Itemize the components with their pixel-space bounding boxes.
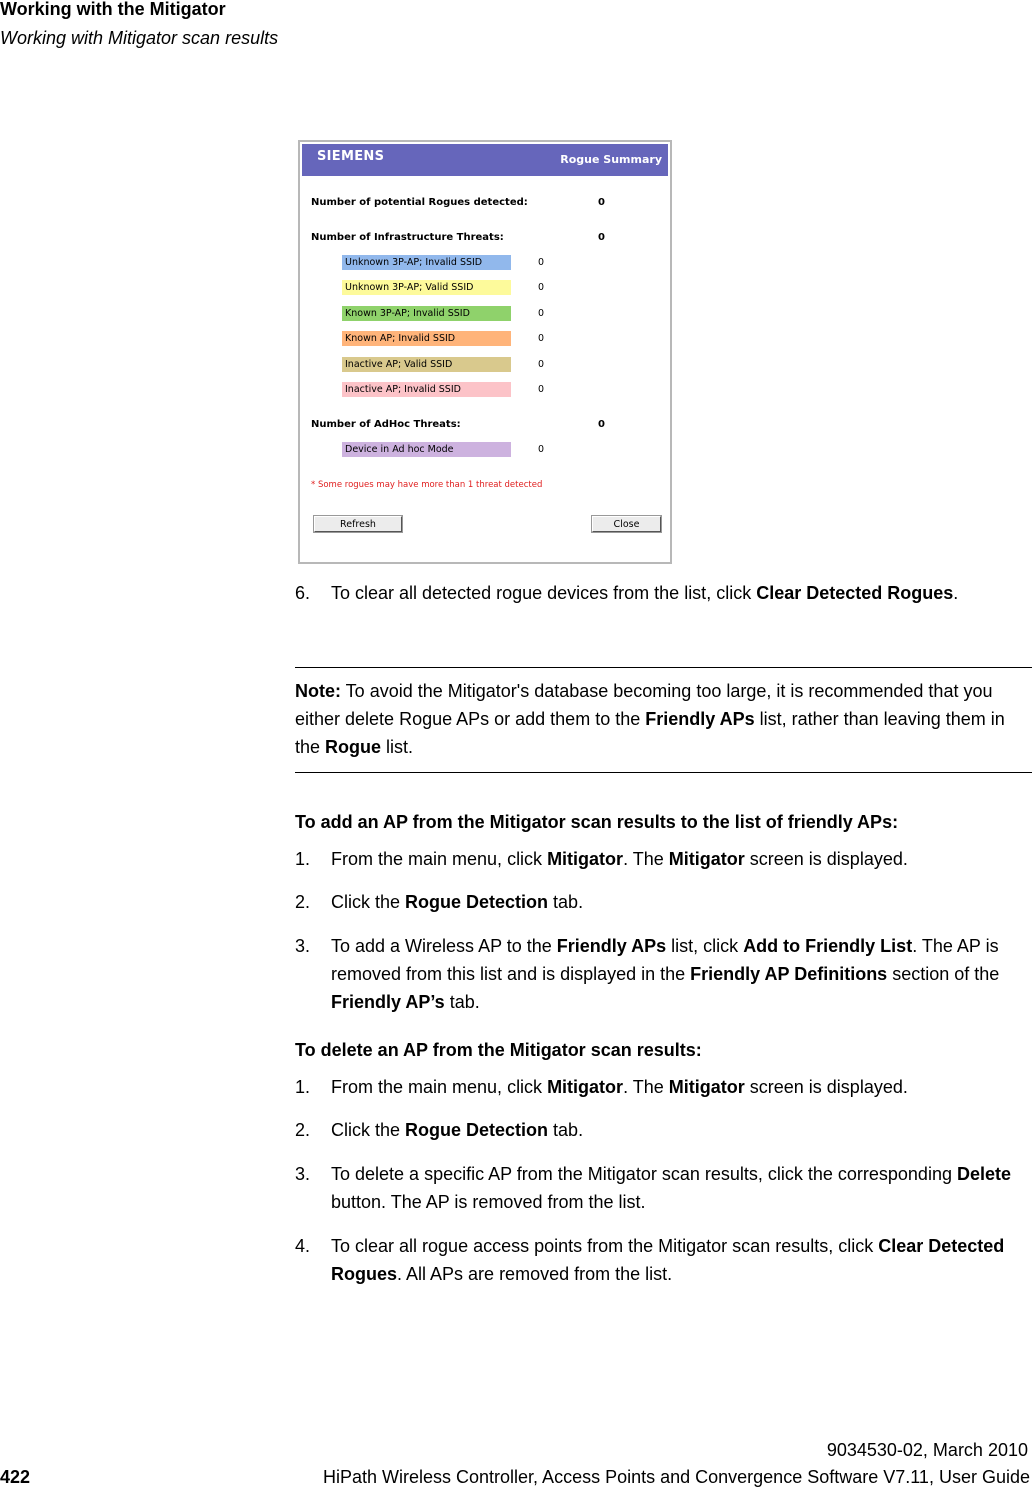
threat-category-inactive-ap-valid-ssid: Inactive AP; Valid SSID bbox=[342, 357, 511, 372]
threat-count: 0 bbox=[538, 333, 545, 344]
threat-count: 0 bbox=[538, 282, 545, 293]
threat-count: 0 bbox=[538, 444, 545, 455]
step-text: To delete a specific AP from the Mitigator scan results, click the corresponding Delete button. The AP is removed from the list. bbox=[331, 1164, 1011, 1212]
document-code: 9034530-02, March 2010 bbox=[826, 1440, 1028, 1460]
step-text: From the main menu, click Mitigator. The Mitigator screen is displayed. bbox=[331, 1077, 908, 1097]
add-step-2 bbox=[295, 888, 1025, 916]
infrastructure-threats-label: Number of Infrastructure Threats: bbox=[311, 232, 504, 243]
step-number: 1. bbox=[295, 1077, 311, 1097]
delete-step-3 bbox=[295, 1160, 1025, 1216]
infrastructure-threats-value: 0 bbox=[598, 232, 605, 243]
page-number: 422 bbox=[0, 1467, 31, 1487]
step-text: To clear all rogue access points from the Mitigator scan results, click Clear Detected Rogues. All APs are removed from the list. bbox=[331, 1236, 1005, 1284]
threat-category-device-in-adhoc-mode: Device in Ad hoc Mode bbox=[342, 442, 511, 457]
step-number: 3. bbox=[295, 1164, 311, 1184]
note-top-rule bbox=[295, 667, 1032, 668]
step-text: From the main menu, click Mitigator. The Mitigator screen is displayed. bbox=[331, 849, 908, 869]
threat-category-known-ap-invalid-ssid: Known AP; Invalid SSID bbox=[342, 331, 511, 346]
chapter-title: Working with the Mitigator bbox=[0, 0, 226, 19]
step-text: To clear all detected rogue devices from the list, click Clear Detected Rogues. bbox=[331, 583, 959, 603]
step-number: 6. bbox=[295, 583, 311, 603]
threat-category-unknown-3p-ap-invalid-ssid: Unknown 3P-AP; Invalid SSID bbox=[342, 255, 511, 270]
delete-step-1 bbox=[295, 1073, 1025, 1101]
step-text: Click the Rogue Detection tab. bbox=[331, 892, 584, 912]
threat-count: 0 bbox=[538, 257, 545, 268]
note-bottom-rule bbox=[295, 772, 1032, 773]
note-paragraph: Note: To avoid the Mitigator's database becoming too large, it is recommended that you either delete Rogue APs or add them to the Friendly APs list, rather than leaving them in the Rogue list. bbox=[295, 681, 1005, 757]
document-title: HiPath Wireless Controller, Access Points and Convergence Software V7.11, User Guide bbox=[322, 1467, 1030, 1487]
add-step-1 bbox=[295, 845, 1025, 873]
add-ap-heading: To add an AP from the Mitigator scan results to the list of friendly APs: bbox=[295, 812, 899, 832]
adhoc-threats-value: 0 bbox=[598, 419, 605, 430]
step-text: Click the Rogue Detection tab. bbox=[331, 1120, 584, 1140]
step-number: 2. bbox=[295, 892, 311, 912]
step-number: 1. bbox=[295, 849, 311, 869]
refresh-button[interactable]: Refresh bbox=[314, 516, 402, 532]
delete-step-2 bbox=[295, 1116, 1025, 1144]
threat-category-unknown-3p-ap-valid-ssid: Unknown 3P-AP; Valid SSID bbox=[342, 280, 511, 295]
rogue-summary-screenshot bbox=[298, 140, 672, 564]
step-6 bbox=[295, 579, 1025, 607]
delete-ap-heading: To delete an AP from the Mitigator scan results: bbox=[295, 1040, 702, 1060]
rogue-summary-title: Rogue Summary bbox=[560, 153, 662, 166]
threat-category-known-3p-ap-invalid-ssid: Known 3P-AP; Invalid SSID bbox=[342, 306, 511, 321]
close-button[interactable]: Close bbox=[592, 516, 661, 532]
clear-detected-rogues-ref: Clear Detected Rogues bbox=[756, 583, 954, 603]
adhoc-threats-label: Number of AdHoc Threats: bbox=[311, 419, 461, 430]
rogue-summary-header bbox=[302, 144, 668, 176]
threat-count: 0 bbox=[538, 359, 545, 370]
siemens-logo: SIEMENS bbox=[317, 149, 385, 164]
potential-rogues-label: Number of potential Rogues detected: bbox=[311, 197, 528, 208]
potential-rogues-value: 0 bbox=[598, 197, 605, 208]
note-label: Note: bbox=[295, 681, 341, 701]
step-number: 3. bbox=[295, 936, 311, 956]
delete-step-4 bbox=[295, 1232, 1025, 1288]
threat-count: 0 bbox=[538, 384, 545, 395]
step-text: To add a Wireless AP to the Friendly APs list, click Add to Friendly List. The AP is removed from this list and is displayed in the Friendly AP Definitions section of the Friendly AP’s tab. bbox=[331, 936, 1000, 1012]
step-number: 2. bbox=[295, 1120, 311, 1140]
threat-count: 0 bbox=[538, 308, 545, 319]
add-step-3 bbox=[295, 932, 1025, 1016]
step-number: 4. bbox=[295, 1236, 311, 1256]
threat-category-inactive-ap-invalid-ssid: Inactive AP; Invalid SSID bbox=[342, 382, 511, 397]
threat-footnote: * Some rogues may have more than 1 threat detected bbox=[311, 480, 543, 490]
section-title: Working with Mitigator scan results bbox=[0, 28, 279, 48]
